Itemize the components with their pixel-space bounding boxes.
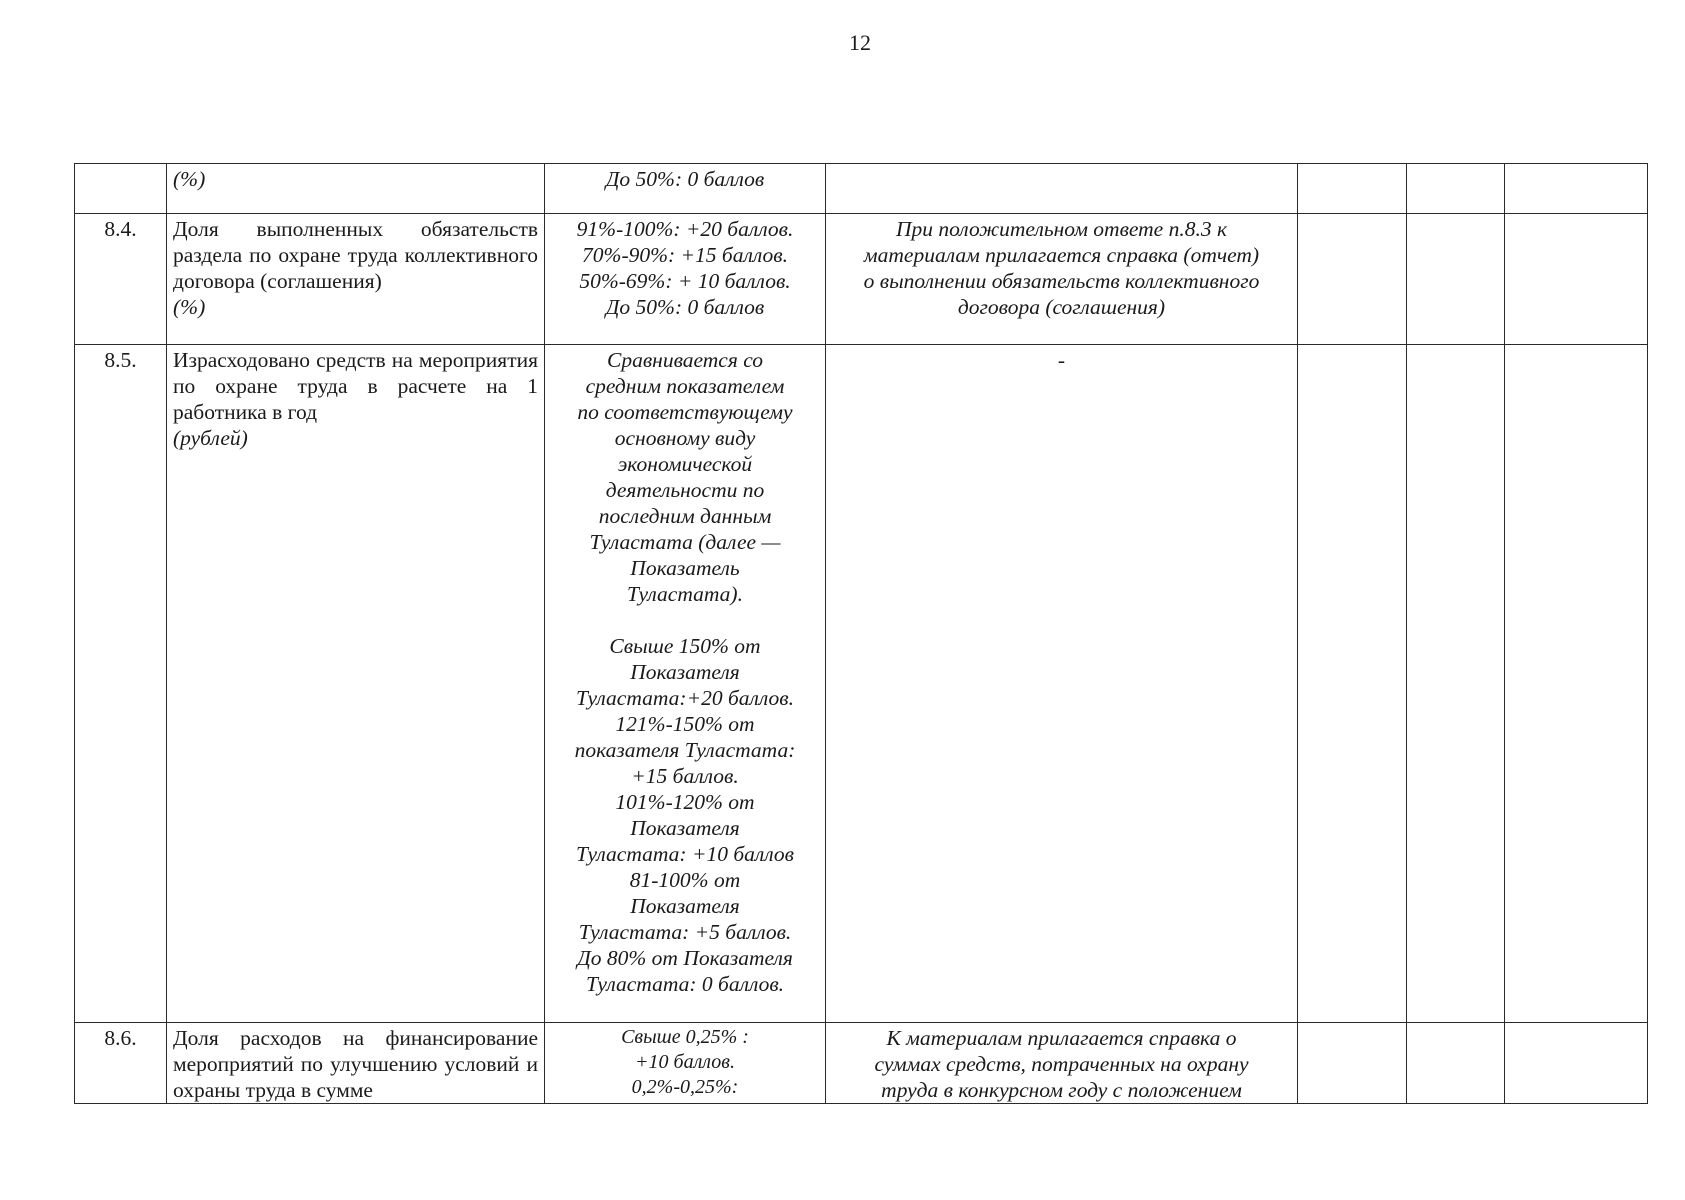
criteria-line: Туластата: 0 баллов. <box>585 972 785 996</box>
criteria-line: 101%-120% от <box>615 790 755 814</box>
empty-cell <box>1407 1023 1505 1104</box>
page-number: 12 <box>849 30 871 55</box>
criteria-line: До 50%: 0 баллов <box>605 295 765 319</box>
indicator-unit: (%) <box>173 295 206 319</box>
criteria-line: Туластата:+20 баллов. <box>576 686 794 710</box>
criteria-line: по соответствующему <box>577 400 793 424</box>
spacer <box>551 607 819 633</box>
row-number: 8.6. <box>75 1023 167 1104</box>
criteria-line: показателя Туластата: <box>574 738 796 762</box>
note-line: труда в конкурсном году с положением <box>881 1078 1242 1102</box>
table-row <box>75 345 1648 1023</box>
criteria-line: средним показателем <box>585 374 785 398</box>
criteria-table <box>74 163 1648 1104</box>
indicator-text: Доля выполненных обязательств раздела по охране труда коллективного договора (соглашения) <box>173 217 538 293</box>
indicator-unit: (рублей) <box>173 426 248 450</box>
empty-cell <box>1298 345 1407 1023</box>
row-number: 8.4. <box>75 214 167 345</box>
note-line: суммах средств, потраченных на охрану <box>874 1052 1249 1076</box>
criteria-line: деятельности по <box>605 478 765 502</box>
criteria-line: 70%-90%: +15 баллов. <box>582 243 788 267</box>
indicator-name <box>167 1023 545 1104</box>
note-line: При положительном ответе п.8.3 к <box>895 217 1228 241</box>
criteria-line: Показатель <box>630 556 740 580</box>
criteria-line: До 50%: 0 баллов <box>605 167 765 191</box>
scoring-criteria <box>545 214 826 345</box>
empty-cell <box>1505 345 1648 1023</box>
table-row <box>75 214 1648 345</box>
empty-cell <box>1298 214 1407 345</box>
criteria-line: Показателя <box>630 660 740 684</box>
note-line: К материалам прилагается справка о <box>886 1026 1237 1050</box>
indicator-name <box>167 164 545 214</box>
criteria-line: Показателя <box>630 816 740 840</box>
criteria-line: Свыше 0,25% : <box>621 1026 749 1048</box>
indicator-unit: (%) <box>173 167 206 191</box>
criteria-line: +10 баллов. <box>635 1051 735 1073</box>
empty-cell <box>1298 164 1407 214</box>
criteria-line: последним данным <box>598 504 772 528</box>
supporting-documents <box>826 1023 1298 1104</box>
indicator-text: Доля расходов на финансирование мероприятий по улучшению условий и охраны труда в сумме <box>173 1026 538 1102</box>
scoring-criteria <box>545 164 826 214</box>
criteria-line: 0,2%-0,25%: <box>631 1076 739 1098</box>
criteria-line: 50%-69%: + 10 баллов. <box>579 269 791 293</box>
criteria-line: +15 баллов. <box>631 764 739 788</box>
supporting-documents <box>826 214 1298 345</box>
dash: - <box>1057 348 1066 372</box>
supporting-documents <box>826 345 1298 1023</box>
empty-cell <box>1505 214 1648 345</box>
note-line: договора (соглашения) <box>957 295 1166 319</box>
empty-cell <box>1407 214 1505 345</box>
criteria-line: 81-100% от <box>629 868 741 892</box>
criteria-line: Туластата). <box>627 582 743 606</box>
criteria-line: Показателя <box>630 894 740 918</box>
scoring-criteria <box>545 345 826 1023</box>
criteria-line: Сравнивается со <box>607 348 763 372</box>
criteria-line: экономической <box>617 452 753 476</box>
criteria-line: Туластата: +5 баллов. <box>578 920 792 944</box>
empty-cell <box>1407 345 1505 1023</box>
supporting-documents <box>826 164 1298 214</box>
indicator-name <box>167 345 545 1023</box>
criteria-line: 91%-100%: +20 баллов. <box>576 217 794 241</box>
criteria-line: До 80% от Показателя <box>577 946 793 970</box>
row-number <box>75 164 167 214</box>
table-row <box>75 1023 1648 1104</box>
criteria-line: Туластата (далее — <box>589 530 781 554</box>
empty-cell <box>1407 164 1505 214</box>
indicator-name <box>167 214 545 345</box>
note-line: о выполнении обязательств коллективного <box>863 269 1260 293</box>
row-number: 8.5. <box>75 345 167 1023</box>
criteria-line: Свыше 150% от <box>609 634 761 658</box>
table-row <box>75 164 1648 214</box>
criteria-line: 121%-150% от <box>615 712 755 736</box>
empty-cell <box>1505 164 1648 214</box>
empty-cell <box>1505 1023 1648 1104</box>
indicator-text: Израсходовано средств на мероприятия по охране труда в расчете на 1 работника в год <box>173 348 538 424</box>
criteria-line: основному виду <box>614 426 756 450</box>
empty-cell <box>1298 1023 1407 1104</box>
note-line: материалам прилагается справка (отчет) <box>863 243 1260 267</box>
criteria-line: Туластата: +10 баллов <box>576 842 794 866</box>
scoring-criteria <box>545 1023 826 1104</box>
